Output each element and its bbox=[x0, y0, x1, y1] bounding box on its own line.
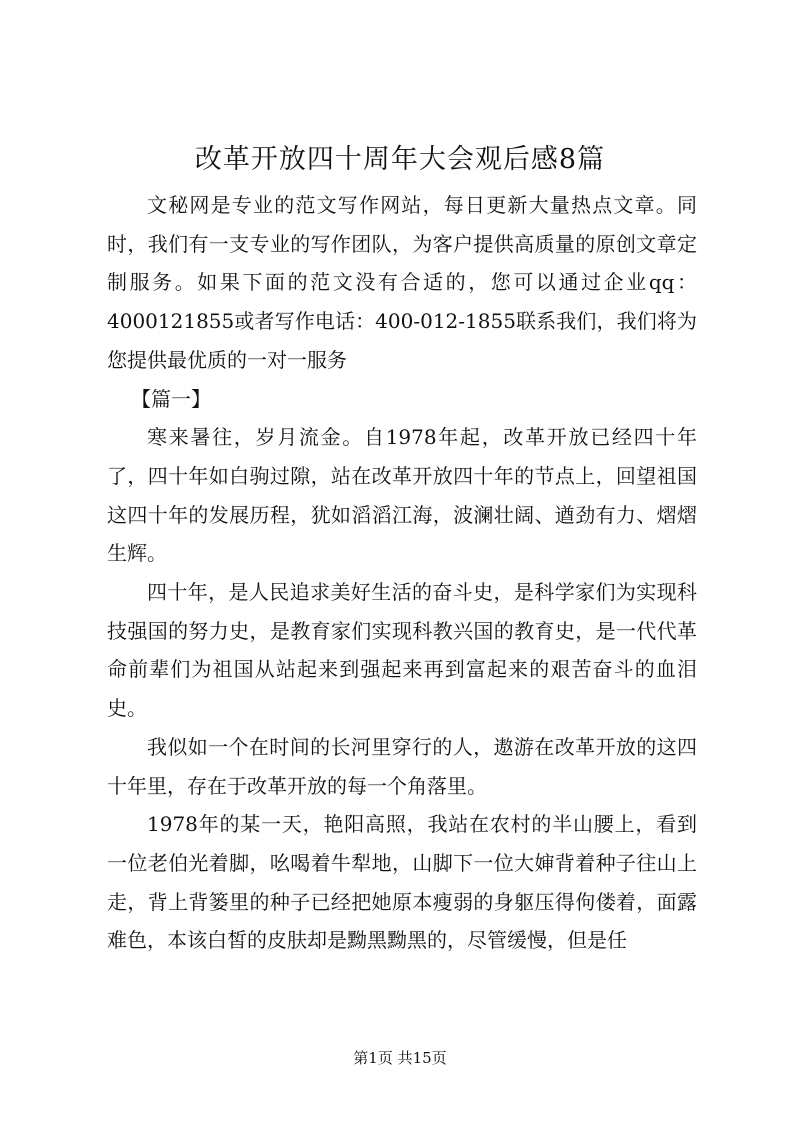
document-body bbox=[107, 186, 697, 960]
intro-paragraph: 文秘网是专业的范文写作网站，每日更新大量热点文章。同时，我们有一支专业的写作团队，为客户提供高质量的原创文章定制服务。如果下面的范文没有合适的，您可以通过企业qq：4000121855或者写作电话：400-012-1855联系我们，我们将为您提供最优质的一对一服务 bbox=[107, 193, 697, 372]
section-heading: 【篇一】 bbox=[131, 386, 211, 411]
body-paragraph-2: 四十年，是人民追求美好生活的奋斗史，是科学家们为实现科技强国的努力史，是教育家们实现科教兴国的教育史，是一代代革命前辈们为祖国从站起来到强起来再到富起来的艰苦奋斗的血泪史。 bbox=[107, 580, 697, 721]
body-paragraph-1: 寒来暑往，岁月流金。自1978年起，改革开放已经四十年了，四十年如白驹过隙，站在改革开放四十年的节点上，回望祖国这四十年的发展历程，犹如滔滔江海，波澜壮阔、遒劲有力、熠熠生辉。 bbox=[107, 425, 697, 566]
page-number-footer: 第1页 共15页 bbox=[353, 1049, 447, 1067]
body-paragraph-4: 1978年的某一天，艳阳高照，我站在农村的半山腰上，看到一位老伯光着脚，吆喝着牛犁地，山脚下一位大婶背着种子往山上走，背上背篓里的种子已经把她原本瘦弱的身躯压得佝偻着，面露难色，本该白皙的皮肤却是黝黑黝黑的，尽管缓慢，但是任 bbox=[107, 812, 697, 953]
body-paragraph-3: 我似如一个在时间的长河里穿行的人，遨游在改革开放的这四十年里，存在于改革开放的每一个角落里。 bbox=[107, 734, 697, 798]
document-title: 改革开放四十周年大会观后感8篇 bbox=[194, 144, 606, 175]
